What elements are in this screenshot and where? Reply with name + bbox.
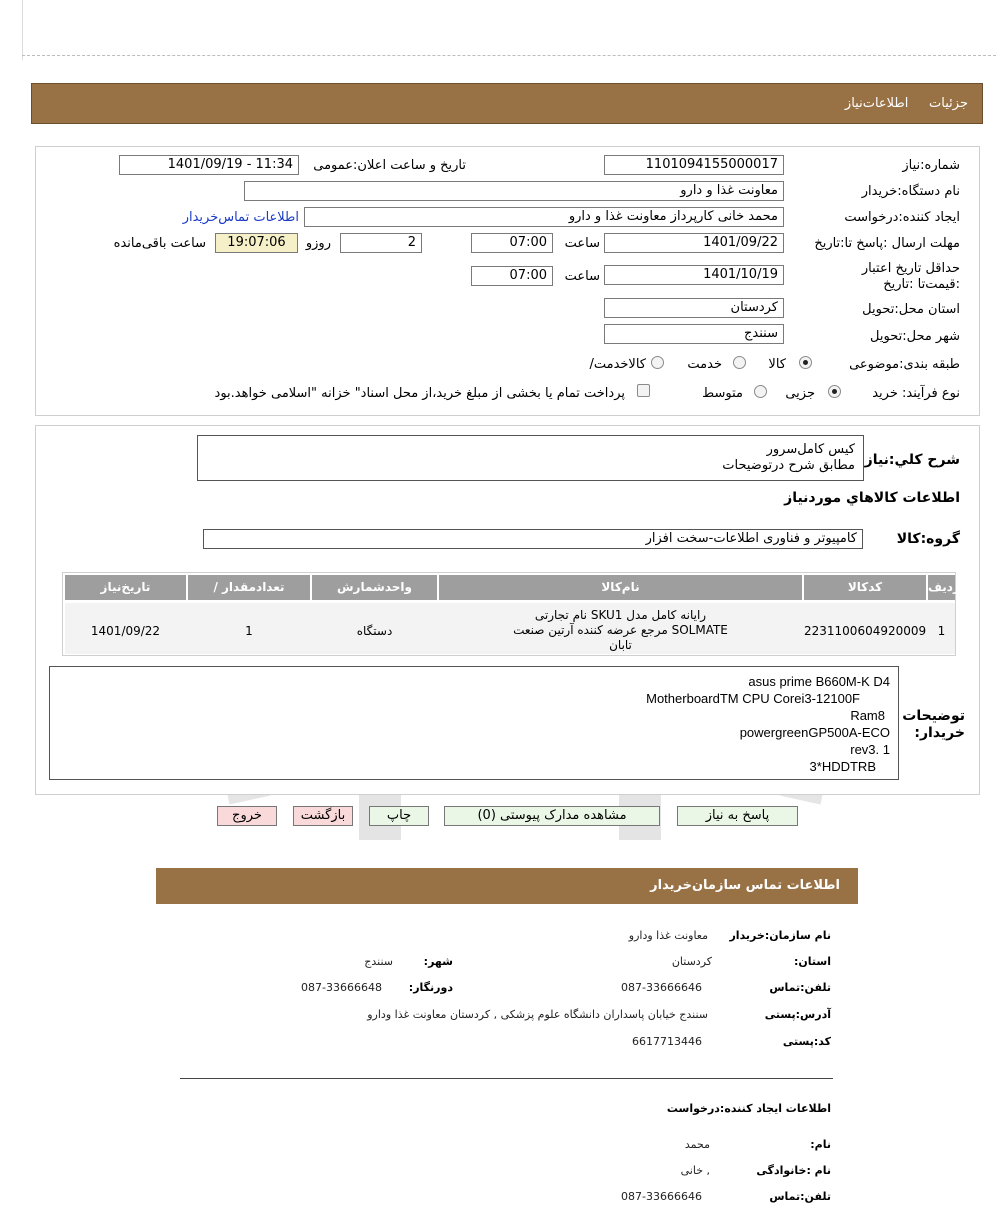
process-medium-radio[interactable] xyxy=(754,385,767,398)
contact-postal-label: کد:پستی xyxy=(782,1035,831,1048)
category-goods-service-radio[interactable] xyxy=(651,356,664,369)
payment-checkbox[interactable] xyxy=(637,384,650,397)
category-service-radio[interactable] xyxy=(733,356,746,369)
header-tabs xyxy=(845,96,968,111)
process-partial-radio[interactable] xyxy=(828,385,841,398)
buyer-org-field: معاونت غذا و دارو xyxy=(244,181,784,201)
process-buy-text: خرید xyxy=(872,386,898,401)
send-deadline-time-label: ساعت xyxy=(564,236,600,251)
process-type-label xyxy=(872,386,960,401)
send-deadline-date-field: 1401/09/22 xyxy=(604,233,784,253)
print-button[interactable]: چاپ xyxy=(369,806,429,826)
contact-org-value: معاونت غذا ودارو xyxy=(628,929,708,942)
province-label: استان محل:تحویل xyxy=(862,302,960,317)
view-docs-button[interactable]: مشاهده مدارک پیوستی (0) xyxy=(444,806,660,826)
category-label: طبقه بندی:موضوعی xyxy=(849,357,960,372)
summary-label: شرح کلي:نیاز xyxy=(864,452,960,468)
row-name-line-2: SOLMATE مرجع عرضه کننده آرتین صنعت xyxy=(513,623,728,637)
th-unit: واحدشمارش xyxy=(312,575,437,600)
buyer-notes-line: asus prime B660M-K D4 xyxy=(748,674,890,689)
goods-group-field: کامپیوتر و فناوری اطلاعات-سخت افزار xyxy=(203,529,863,549)
requester-label: ایجاد کننده:درخواست xyxy=(844,210,960,225)
need-number-field: 1101094155000017 xyxy=(604,155,784,175)
row-code: 2231100604920009 xyxy=(804,624,927,638)
remaining-label: ساعت باقی‌مانده xyxy=(113,236,206,251)
summary-line-2: مطابق شرح درتوضیحات xyxy=(722,458,855,473)
process-type-label-text: نوع فرآیند: xyxy=(902,386,960,401)
remaining-time-field: 19:07:06 xyxy=(215,233,298,253)
contact-section-title: اطلاعات تماس سازمان‌خریدار xyxy=(650,878,840,893)
days-label: روزو xyxy=(305,236,331,251)
contact-org-label: نام سازمان:خریدار xyxy=(729,929,831,942)
requester-family-label: نام :خانوادگی xyxy=(756,1164,831,1177)
row-qty: 1 xyxy=(245,624,253,638)
contact-divider xyxy=(180,1078,833,1079)
send-deadline-time-field: 07:00 xyxy=(471,233,553,253)
contact-address-label: آدرس:پستی xyxy=(764,1008,831,1021)
buyer-org-label: نام دستگاه:خریدار xyxy=(861,184,960,199)
announce-label: تاریخ و ساعت اعلان:عمومی xyxy=(313,158,466,173)
announce-field: 1401/09/19 - 11:34 xyxy=(119,155,299,175)
contact-province-label: :استان xyxy=(793,955,831,968)
price-validity-label: حداقل تاریخ اعتبار :قیمت‌تا :تاریخ xyxy=(861,261,960,292)
requester-family-value: خانی , xyxy=(680,1164,710,1177)
send-deadline-label: مهلت ارسال :پاسخ تا:تاریخ xyxy=(814,236,960,251)
days-field: 2 xyxy=(340,233,422,253)
row-name-line-3: تابان xyxy=(609,638,632,652)
buyer-notes-field xyxy=(49,666,899,780)
requester-name-value: محمد xyxy=(684,1138,710,1151)
buyer-notes-label-line-1: توضیحات xyxy=(902,708,965,724)
contact-address-value: سنندج خیابان پاسداران دانشگاه علوم پزشکی , کردستان معاونت غذا ودارو xyxy=(367,1008,708,1021)
back-button[interactable]: بازگشت xyxy=(293,806,353,826)
category-goods-radio[interactable] xyxy=(799,356,812,369)
row-name xyxy=(439,608,802,653)
tab-need-info[interactable]: اطلاعات‌نیاز xyxy=(844,96,909,111)
buyer-notes-line: Ram8 xyxy=(850,708,885,723)
payment-note: پرداخت تمام یا بخشی از مبلغ خرید،از محل اسناد" خزانه "اسلامی خواهد.بود xyxy=(214,386,625,401)
header-bar xyxy=(31,83,983,124)
requester-field: محمد خانی کارپرداز معاونت غذا و دارو xyxy=(304,207,784,227)
th-code: کدکالا xyxy=(804,575,926,600)
contact-postal-value: 6617713446 xyxy=(632,1035,702,1048)
exit-button[interactable]: خروج xyxy=(217,806,277,826)
tab-details[interactable]: جزئیات xyxy=(929,96,968,111)
category-goods-service-label: /کالاخدمت xyxy=(589,357,646,372)
category-goods-label: کالا xyxy=(768,357,786,372)
contact-phone-value: 087-33666646 xyxy=(621,981,702,994)
buyer-notes-label xyxy=(902,708,965,742)
process-medium-label: متوسط xyxy=(702,386,743,401)
category-service-label: خدمت xyxy=(687,357,722,372)
buyer-contact-link[interactable]: اطلاعات تماس‌خریدار xyxy=(182,210,299,225)
top-dotted-separator xyxy=(22,55,996,56)
need-number-label: شماره:نیاز xyxy=(902,158,960,173)
buyer-notes-line: 3*HDDTRB xyxy=(809,759,876,774)
buyer-notes-line: powergreenGP500A-ECO xyxy=(739,725,890,740)
buyer-notes-line: rev3. 1 xyxy=(850,742,890,757)
requester-info-title: اطلاعات ایجاد کننده:درخواست xyxy=(666,1102,831,1115)
goods-group-label: گروه:کالا xyxy=(896,531,960,547)
province-field: کردستان xyxy=(604,298,784,318)
price-validity-time-label: ساعت xyxy=(564,269,600,284)
contact-city-label: :شهر xyxy=(423,955,453,968)
contact-fax-value: 087-33666648 xyxy=(301,981,382,994)
city-label: شهر محل:تحویل xyxy=(870,329,960,344)
price-validity-date-field: 1401/10/19 xyxy=(604,265,784,285)
requester-phone-label: تلفن:تماس xyxy=(769,1190,831,1203)
summary-field xyxy=(197,435,864,481)
contact-phone-label: تلفن:تماس xyxy=(769,981,831,994)
buyer-notes-label-line-2: :خریدار xyxy=(914,725,965,741)
th-date: تاریخ‌نیاز xyxy=(65,575,186,600)
th-qty: / تعدادمقدار xyxy=(188,575,310,600)
contact-province-value: کردستان xyxy=(671,955,712,968)
reply-button[interactable]: پاسخ به نیاز xyxy=(677,806,798,826)
requester-name-label: :نام xyxy=(810,1138,831,1151)
top-left-divider xyxy=(22,0,23,60)
row-date: 1401/09/22 xyxy=(90,624,161,638)
process-partial-label: جزیی xyxy=(785,386,815,401)
contact-city-value: سنندج xyxy=(364,955,393,968)
goods-info-title: اطلاعات کالاهاي موردنیاز xyxy=(784,490,960,506)
row-unit: دستگاه xyxy=(356,624,393,638)
summary-line-1: کیس کامل‌سرور xyxy=(766,442,855,457)
buyer-notes-line: MotherboardTM CPU Corei3-12100F xyxy=(646,691,860,706)
contact-section-bar xyxy=(156,868,858,904)
contact-fax-label: :دورنگار xyxy=(408,981,453,994)
price-validity-time-field: 07:00 xyxy=(471,266,553,286)
row-name-line-1: رایانه کامل مدل SKU1 نام تجارتی xyxy=(534,608,707,622)
th-index: ردیف xyxy=(928,575,955,600)
requester-phone-value: 087-33666646 xyxy=(621,1190,702,1203)
th-name: نام‌کالا xyxy=(439,575,802,600)
city-field: سنندج xyxy=(604,324,784,344)
row-index: 1 xyxy=(937,624,946,638)
